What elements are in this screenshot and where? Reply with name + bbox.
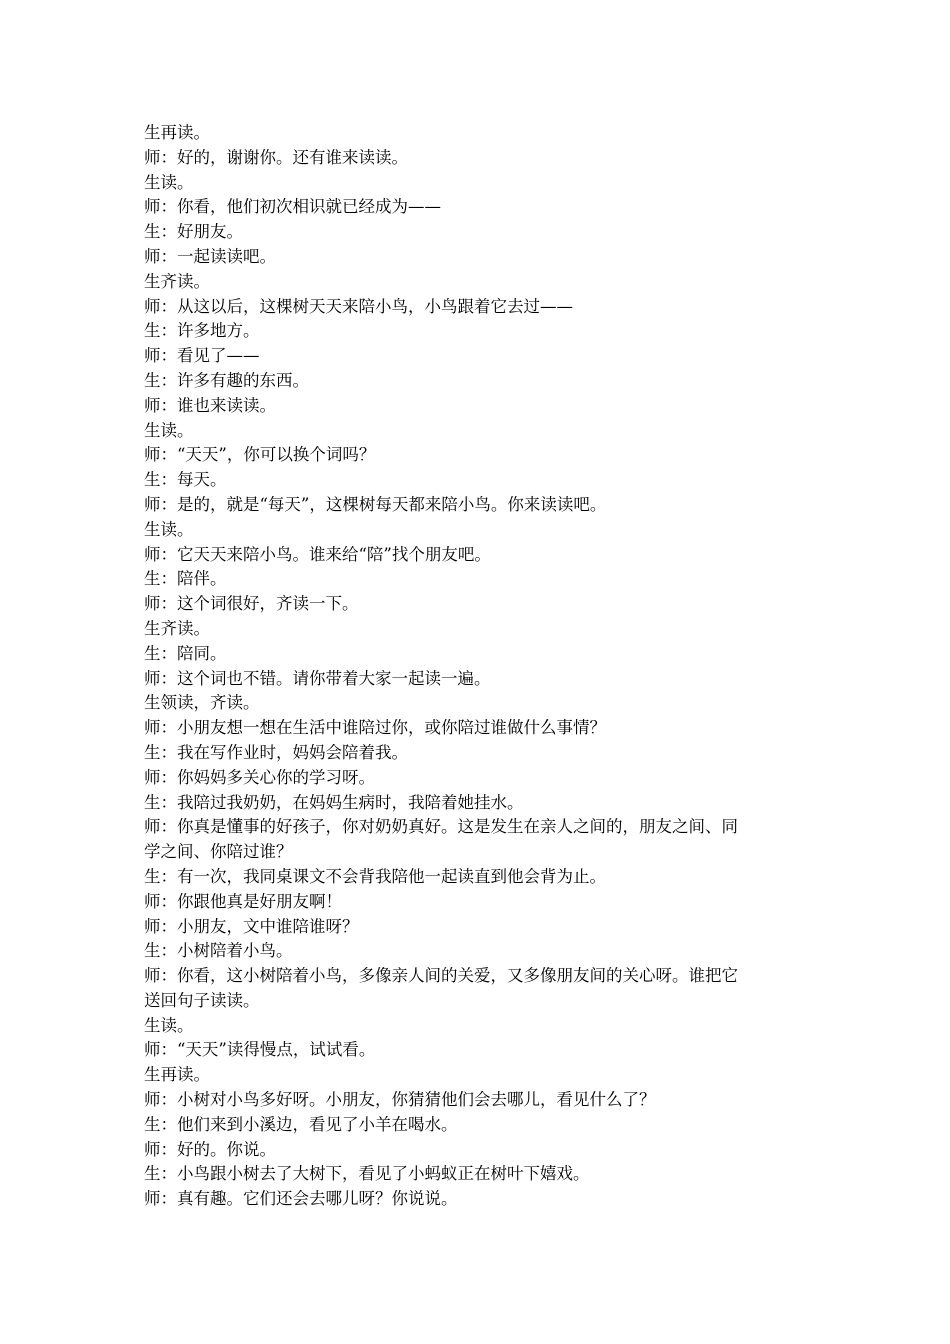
text-line: 生：有一次，我同桌课文不会背我陪他一起读直到他会背为止。 — [144, 866, 606, 886]
text-line: 师：你真是懂事的好孩子，你对奶奶真好。这是发生在亲人之间的，朋友之间、同 — [144, 817, 738, 837]
text-line: 师：好的，谢谢你。还有谁来读读。 — [144, 147, 408, 167]
text-line: 生：我在写作业时，妈妈会陪着我。 — [144, 742, 408, 762]
text-line: 生：陪伴。 — [144, 569, 227, 589]
text-line: 师：真有趣。它们还会去哪儿呀？你说说。 — [144, 1189, 458, 1209]
document-body — [144, 121, 816, 1212]
text-line: 生读。 — [144, 1015, 194, 1035]
text-line: 师：这个词也不错。请你带着大家一起读一遍。 — [144, 668, 491, 688]
text-line: 师：“天天”读得慢点，试试看。 — [144, 1040, 376, 1060]
text-line: 生：我陪过我奶奶，在妈妈生病时，我陪着她挂水。 — [144, 792, 524, 812]
text-line: 生：许多有趣的东西。 — [144, 370, 309, 390]
text-line: 生：好朋友。 — [144, 222, 243, 242]
text-line: 师：它天天来陪小鸟。谁来给“陪”找个朋友吧。 — [144, 544, 491, 564]
text-line: 生：小树陪着小鸟。 — [144, 941, 293, 961]
text-line: 生：陪同。 — [144, 643, 227, 663]
text-line: 生读。 — [144, 172, 194, 192]
text-line: 生齐读。 — [144, 271, 210, 291]
text-line: 师：“天天”，你可以换个词吗？ — [144, 445, 376, 465]
text-line: 生齐读。 — [144, 618, 210, 638]
text-line: 生：他们来到小溪边，看见了小羊在喝水。 — [144, 1114, 458, 1134]
text-line: 生读。 — [144, 420, 194, 440]
text-line: 师：好的。你说。 — [144, 1139, 276, 1159]
text-line: 生再读。 — [144, 1065, 210, 1085]
text-line: 生：小鸟跟小树去了大树下，看见了小蚂蚁正在树叶下嬉戏。 — [144, 1164, 590, 1184]
text-line: 师：小朋友想一想在生活中谁陪过你，或你陪过谁做什么事情？ — [144, 718, 606, 738]
text-line: 师：小树对小鸟多好呀。小朋友，你猜猜他们会去哪儿，看见什么了？ — [144, 1090, 656, 1110]
text-line: 生领读，齐读。 — [144, 693, 260, 713]
text-line: 师：你跟他真是好朋友啊！ — [144, 891, 342, 911]
text-line: 生读。 — [144, 519, 194, 539]
text-line: 师：谁也来读读。 — [144, 395, 276, 415]
text-line: 生：每天。 — [144, 470, 227, 490]
text-line: 师：看见了—— — [144, 346, 260, 366]
text-line: 师：你看，这小树陪着小鸟，多像亲人间的关爱，又多像朋友间的关心呀。谁把它 — [144, 966, 738, 986]
text-line: 生：许多地方。 — [144, 321, 260, 341]
text-line: 师：是的，就是“每天”，这棵树每天都来陪小鸟。你来读读吧。 — [144, 494, 607, 514]
text-line: 师：从这以后，这棵树天天来陪小鸟，小鸟跟着它去过—— — [144, 296, 573, 316]
text-line: 师：你妈妈多关心你的学习呀。 — [144, 767, 375, 787]
text-line: 学之间、你陪过谁？ — [144, 842, 293, 862]
text-line: 师：一起读读吧。 — [144, 246, 276, 266]
text-line: 师：你看，他们初次相识就已经成为—— — [144, 197, 441, 217]
text-line: 生再读。 — [144, 123, 210, 142]
text-line: 送回句子读读。 — [144, 990, 260, 1010]
text-line: 师：这个词很好，齐读一下。 — [144, 594, 359, 614]
text-line: 师：小朋友，文中谁陪谁呀？ — [144, 916, 359, 936]
